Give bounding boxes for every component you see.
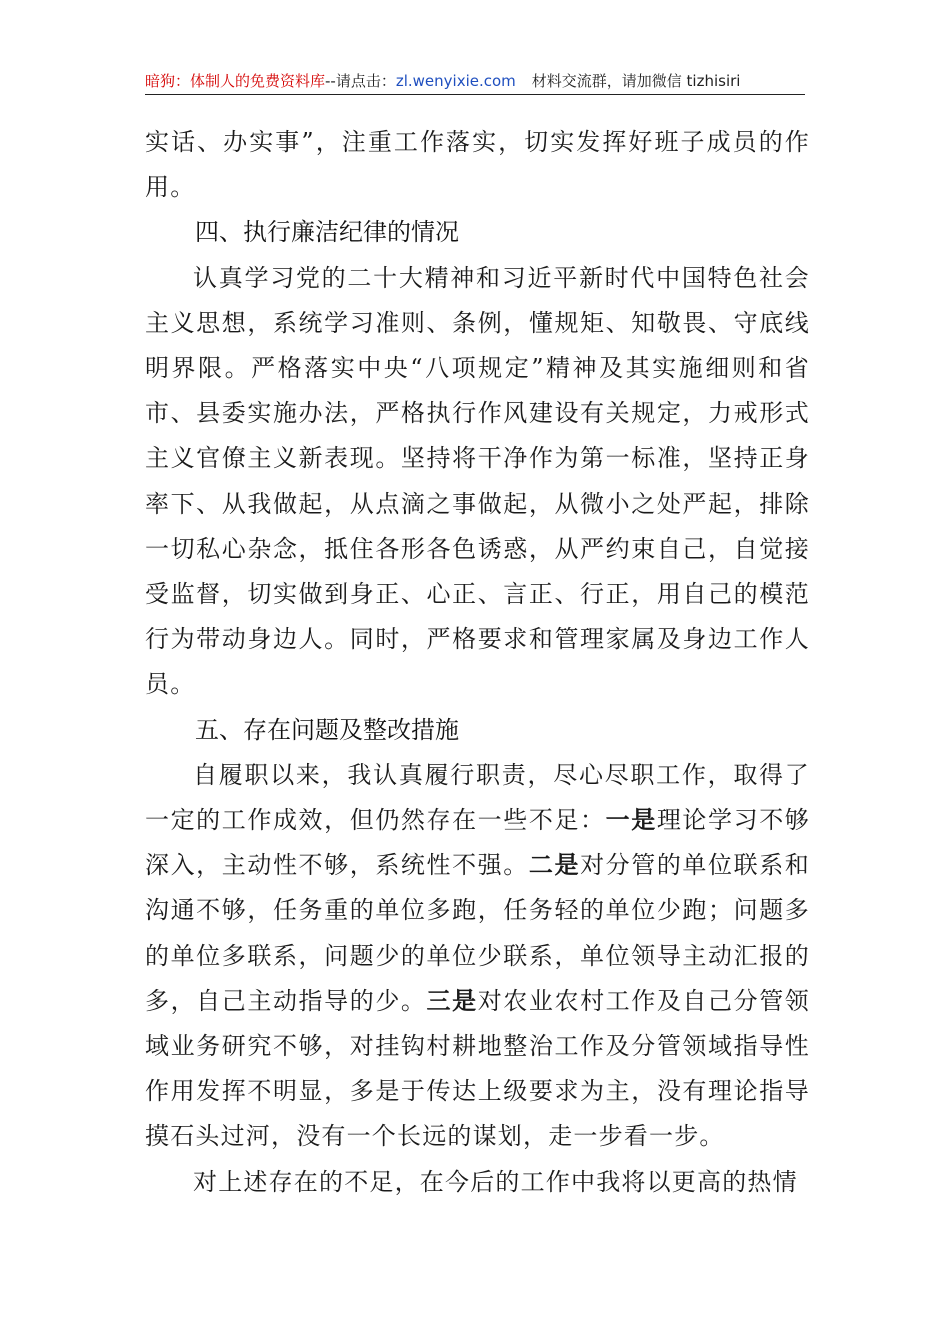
- header-link-url[interactable]: zl.wenyixie.com: [395, 72, 516, 90]
- page-header: [145, 70, 805, 95]
- section-4-paragraph: 认真学习党的二十大精神和习近平新时代中国特色社会主义思想，系统学习准则、条例，懂规矩、知敬畏、守底线明界限。严格落实中央“八项规定”精神及其实施细则和省市、县委实施办法，严格执行作风建设有关规定，力戒形式主义官僚主义新表现。坚持将干净作为第一标准，坚持正身率下、从我做起，从点滴之事做起，从微小之处严起，排除一切私心杂念，抵住各形各色诱惑，从严约束自己，自觉接受监督，切实做到身正、心正、言正、行正，用自己的模范行为带动身边人。同时，严格要求和管理家属及身边工作人员。: [145, 263, 810, 699]
- section-5-intro: 自履职以来，我认真履行职责，尽心尽职工作，取得了一定的工作成效，但仍然存在一些不足：: [145, 760, 810, 835]
- point-2-label: 二是: [528, 851, 581, 880]
- header-wechat-note: 材料交流群，请加微信 tizhisiri: [531, 72, 741, 90]
- header-link-prefix: --请点击：: [325, 72, 396, 90]
- continued-paragraph: 实话、办实事”，注重工作落实，切实发挥好班子成员的作用。: [145, 128, 810, 202]
- point-3-text: 对农业农村工作及自己分管领域业务研究不够，对挂钩村耕地整治工作及分管领域指导性作用发挥不明显，多是于传达上级要求为主，没有理论指导摸石头过河，没有一个长远的谋划，走一步看一步。: [145, 986, 810, 1151]
- point-1-label: 一是: [605, 806, 657, 835]
- section-4-heading: 四、执行廉洁纪律的情况: [195, 218, 459, 247]
- point-3-label: 三是: [426, 986, 478, 1015]
- header-site-name: 暗狗：体制人的免费资料库: [145, 72, 326, 90]
- point-2-text: 对分管的单位联系和沟通不够，任务重的单位多跑，任务轻的单位少跑；问题多的单位多联系，问题少的单位少联系，单位领导主动汇报的多，自己主动指导的少。: [145, 851, 810, 1015]
- closing-paragraph: 对上述存在的不足，在今后的工作中我将以更高的热情: [193, 1167, 798, 1196]
- point-1-text: 理论学习不够深入，主动性不够，系统性不强。: [145, 806, 810, 880]
- section-5-paragraph: [145, 753, 810, 1160]
- document-body: [145, 120, 810, 1205]
- section-5-heading: 五、存在问题及整改措施: [195, 715, 459, 744]
